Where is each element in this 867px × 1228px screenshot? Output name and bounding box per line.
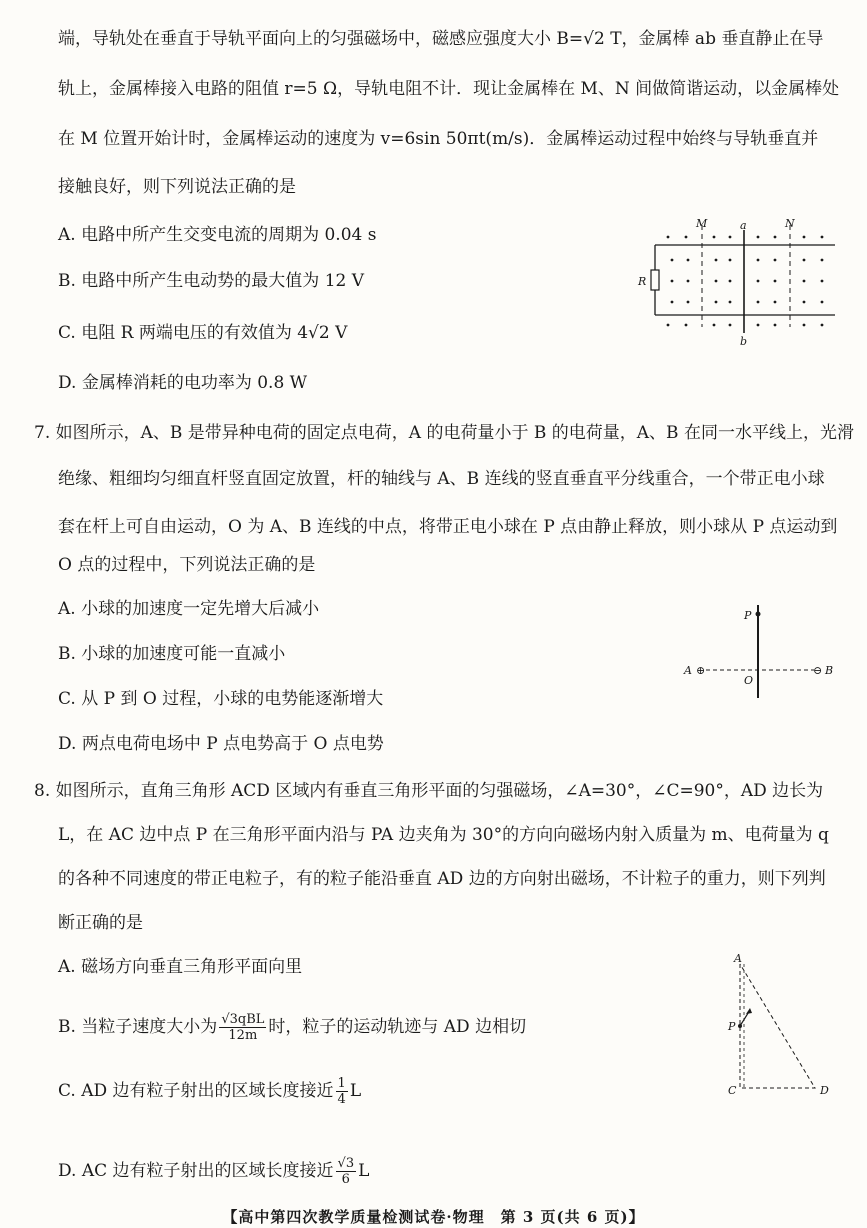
q7-option-a: A. 小球的加速度一定先增大后减小	[58, 599, 320, 619]
resistor-r	[651, 270, 659, 290]
label-d: D	[820, 1084, 829, 1097]
q8-line-1: 8. 如图所示，直角三角形 ACD 区域内有垂直三角形平面的匀强磁场，∠A=30°，∠C=90°，AD 边长为	[34, 781, 824, 801]
q6-line-4: 接触良好，则下列说法正确的是	[58, 177, 296, 197]
q8-option-d: D. AC 边有粒子射出的区域长度接近 $\frac{√3}{6}$ L	[58, 1156, 370, 1187]
q8-option-b-post: 时，粒子的运动轨迹与 AD 边相切	[268, 1017, 527, 1037]
label-o: O	[744, 674, 754, 687]
q6-option-d: D. 金属棒消耗的电功率为 0.8 W	[58, 373, 308, 393]
q7-line-4: O 点的过程中，下列说法正确的是	[58, 555, 316, 575]
q8-option-b	[58, 1012, 526, 1043]
fraction: $\frac{√3}{6}$	[337, 1156, 355, 1187]
point-p	[756, 612, 761, 617]
q7-option-d: D. 两点电荷电场中 P 点电势高于 O 点电势	[58, 734, 384, 754]
q7-option-b: B. 小球的加速度可能一直减小	[58, 644, 286, 664]
fraction: $\frac{1}{4}$	[337, 1076, 346, 1107]
q8-option-c: C. AD 边有粒子射出的区域长度接近 $\frac{1}{4}$ L	[58, 1076, 362, 1107]
positive-charge-icon: ⊕	[696, 664, 706, 677]
negative-charge-icon: ⊖	[813, 664, 823, 677]
label-c: C	[728, 1084, 737, 1097]
q6-option-c: C. 电阻 R 两端电压的有效值为 4√2 V	[58, 323, 348, 343]
q6-line-1: 端，导轨处在垂直于导轨平面向上的匀强磁场中，磁感应强度大小 B=√2 T，金属棒 ab 垂直静止在导	[58, 29, 824, 49]
label-b: B	[825, 664, 834, 677]
q6-option-b: B. 电路中所产生电动势的最大值为 12 V	[58, 271, 365, 291]
field-dots	[667, 236, 824, 327]
q8-option-a: A. 磁场方向垂直三角形平面向里	[58, 957, 303, 977]
label-r: R	[638, 275, 647, 288]
label-a: a	[740, 219, 747, 232]
label-p: P	[744, 609, 752, 622]
fraction: $\frac{\text{√3qBL}}{12m}$	[221, 1012, 265, 1043]
q7-line-2: 绝缘、粗细均匀细直杆竖直固定放置，杆的轴线与 A、B 连线的竖直垂直平分线重合，一个带正电小球	[58, 469, 825, 489]
q6-figure	[630, 215, 840, 350]
q6-line-3: 在 M 位置开始计时，金属棒运动的速度为 v=6sin 50πt(m/s)．金属棒运动过程中始终与导轨垂直并	[58, 129, 819, 149]
q6-option-a: A. 电路中所产生交变电流的周期为 0.04 s	[58, 225, 377, 245]
q8-figure	[720, 950, 840, 1100]
q7-line-1: 7. 如图所示，A、B 是带异种电荷的固定点电荷，A 的电荷量小于 B 的电荷量，A、B 在同一水平线上，光滑	[34, 423, 854, 443]
triangle-acd	[740, 964, 815, 1088]
q7-option-c: C. 从 P 到 O 过程，小球的电势能逐渐增大	[58, 689, 384, 709]
label-p: P	[728, 1020, 736, 1033]
label-m: M	[696, 217, 708, 230]
q6-line-2: 轨上，金属棒接入电路的阻值 r=5 Ω，导轨电阻不计．现让金属棒在 M、N 间做简谐运动，以金属棒处	[58, 79, 840, 99]
label-a: A	[734, 952, 742, 965]
label-b: b	[740, 335, 748, 348]
label-n: N	[785, 217, 795, 230]
label-a: A	[684, 664, 692, 677]
q8-line-4: 断正确的是	[58, 913, 143, 933]
q8-option-b-pre: B. 当粒子速度大小为	[58, 1017, 218, 1037]
q7-line-3: 套在杆上可自由运动，O 为 A、B 连线的中点，将带正电小球在 P 点由静止释放，则小球从 P 点运动到	[58, 517, 838, 537]
q7-figure	[680, 600, 840, 700]
q8-line-2: L，在 AC 边中点 P 在三角形平面内沿与 PA 边夹角为 30°的方向向磁场内射入质量为 m、电荷量为 q	[58, 825, 829, 845]
q8-line-3: 的各种不同速度的带正电粒子，有的粒子能沿垂直 AD 边的方向射出磁场，不计粒子的重力，则下列判	[58, 869, 826, 889]
page-footer: 【高中第四次教学质量检测试卷·物理 第 3 页(共 6 页)】	[222, 1208, 645, 1226]
